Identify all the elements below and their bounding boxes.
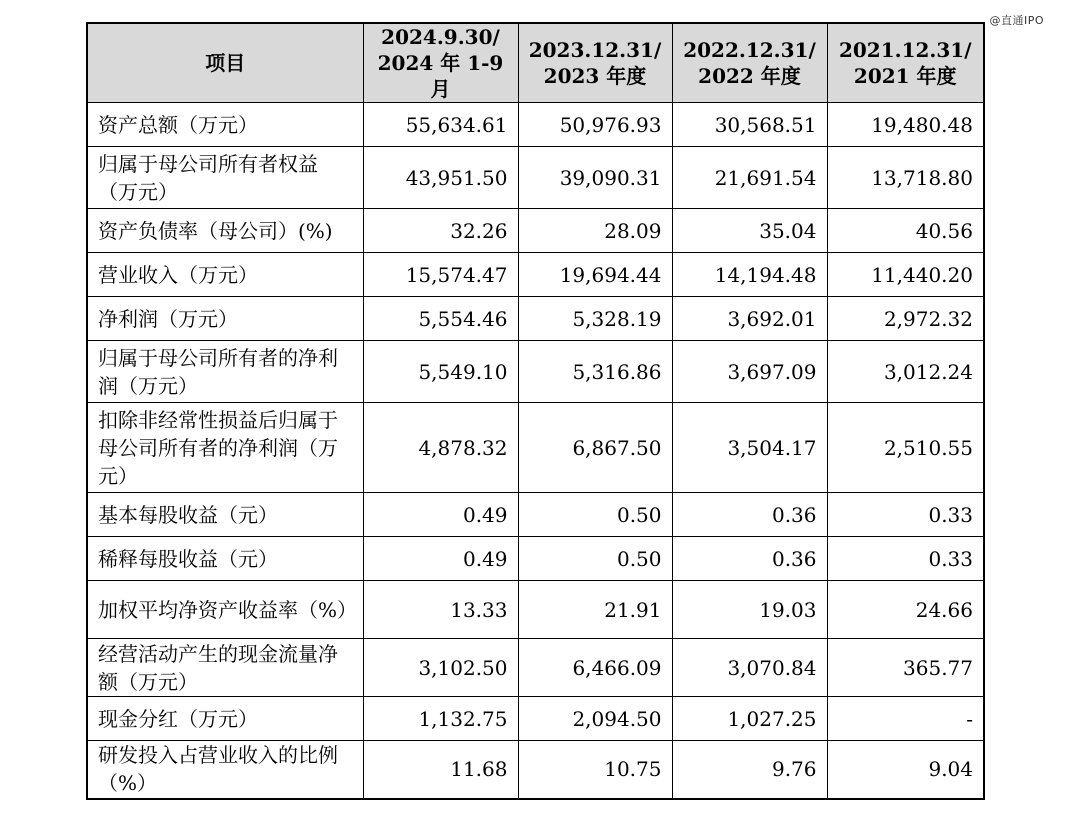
header-period-line1: 2024.9.30/	[381, 25, 500, 49]
cell-value: 43,951.50	[363, 147, 518, 209]
cell-value: 365.77	[827, 639, 984, 697]
cell-value: 3,102.50	[363, 639, 518, 697]
cell-value: 39,090.31	[518, 147, 672, 209]
cell-value: 3,070.84	[672, 639, 827, 697]
header-period-line1: 2023.12.31/	[528, 38, 662, 62]
cell-value: 5,316.86	[518, 341, 672, 403]
row-label: 稀释每股收益（元）	[87, 537, 363, 581]
cell-value: 0.33	[827, 493, 984, 537]
table-row	[87, 341, 984, 403]
table-row	[87, 537, 984, 581]
cell-value: 2,510.55	[827, 403, 984, 493]
cell-value: 2,094.50	[518, 697, 672, 741]
cell-value: 55,634.61	[363, 103, 518, 147]
cell-value: 15,574.47	[363, 253, 518, 297]
table-header-row	[87, 23, 984, 103]
table-row	[87, 493, 984, 537]
cell-value: 24.66	[827, 581, 984, 639]
cell-value: 50,976.93	[518, 103, 672, 147]
table-row	[87, 297, 984, 341]
row-label: 归属于母公司所有者的净利润（万元）	[87, 341, 363, 403]
cell-value: 3,504.17	[672, 403, 827, 493]
cell-value: 9.76	[672, 741, 827, 799]
row-label: 营业收入（万元）	[87, 253, 363, 297]
cell-value: 40.56	[827, 209, 984, 253]
cell-value: 1,027.25	[672, 697, 827, 741]
cell-value: 0.49	[363, 493, 518, 537]
cell-value: 13.33	[363, 581, 518, 639]
cell-value: 6,867.50	[518, 403, 672, 493]
cell-value: 0.36	[672, 537, 827, 581]
table-row	[87, 209, 984, 253]
cell-value: 0.49	[363, 537, 518, 581]
table-row	[87, 403, 984, 493]
header-period	[827, 23, 984, 103]
cell-value: 6,466.09	[518, 639, 672, 697]
row-label: 经营活动产生的现金流量净额（万元）	[87, 639, 363, 697]
table-row	[87, 697, 984, 741]
row-label: 加权平均净资产收益率（%）	[87, 581, 363, 639]
cell-value: 0.36	[672, 493, 827, 537]
header-period-line1: 2021.12.31/	[838, 38, 972, 62]
cell-value: 1,132.75	[363, 697, 518, 741]
cell-value: 14,194.48	[672, 253, 827, 297]
cell-value: 5,554.46	[363, 297, 518, 341]
table-row	[87, 741, 984, 799]
header-period	[363, 23, 518, 103]
header-period-line1: 2022.12.31/	[683, 38, 816, 62]
cell-value: 0.33	[827, 537, 984, 581]
cell-value: 4,878.32	[363, 403, 518, 493]
cell-value: 11,440.20	[827, 253, 984, 297]
row-label: 资产负债率（母公司）(%)	[87, 209, 363, 253]
cell-value: 21,691.54	[672, 147, 827, 209]
cell-value: 0.50	[518, 493, 672, 537]
cell-value: 11.68	[363, 741, 518, 799]
row-label: 归属于母公司所有者权益（万元）	[87, 147, 363, 209]
header-period-line2: 2022 年度	[698, 64, 801, 88]
header-period-line2: 2021 年度	[853, 64, 957, 88]
cell-value: 35.04	[672, 209, 827, 253]
cell-value: 32.26	[363, 209, 518, 253]
cell-value: 19,694.44	[518, 253, 672, 297]
cell-value: 21.91	[518, 581, 672, 639]
row-label: 扣除非经常性损益后归属于母公司所有者的净利润（万元）	[87, 403, 363, 493]
row-label: 净利润（万元）	[87, 297, 363, 341]
row-label: 资产总额（万元）	[87, 103, 363, 147]
header-item: 项目	[87, 23, 363, 103]
table-row	[87, 103, 984, 147]
cell-value: 19,480.48	[827, 103, 984, 147]
cell-value: 5,328.19	[518, 297, 672, 341]
table-row	[87, 639, 984, 697]
table-row	[87, 147, 984, 209]
cell-value: 13,718.80	[827, 147, 984, 209]
table-row	[87, 581, 984, 639]
cell-value: -	[827, 697, 984, 741]
row-label: 研发投入占营业收入的比例（%）	[87, 741, 363, 799]
table-row	[87, 253, 984, 297]
header-period-line2: 2024 年 1-9 月	[377, 51, 504, 101]
cell-value: 2,972.32	[827, 297, 984, 341]
cell-value: 5,549.10	[363, 341, 518, 403]
header-period	[672, 23, 827, 103]
cell-value: 0.50	[518, 537, 672, 581]
cell-value: 3,012.24	[827, 341, 984, 403]
cell-value: 30,568.51	[672, 103, 827, 147]
header-period-line2: 2023 年度	[543, 64, 647, 88]
financial-table	[86, 22, 985, 800]
cell-value: 10.75	[518, 741, 672, 799]
table-body	[87, 103, 984, 799]
header-period	[518, 23, 672, 103]
watermark: @直通IPO	[989, 14, 1044, 27]
row-label: 基本每股收益（元）	[87, 493, 363, 537]
cell-value: 28.09	[518, 209, 672, 253]
cell-value: 3,692.01	[672, 297, 827, 341]
cell-value: 3,697.09	[672, 341, 827, 403]
cell-value: 9.04	[827, 741, 984, 799]
cell-value: 19.03	[672, 581, 827, 639]
row-label: 现金分红（万元）	[87, 697, 363, 741]
